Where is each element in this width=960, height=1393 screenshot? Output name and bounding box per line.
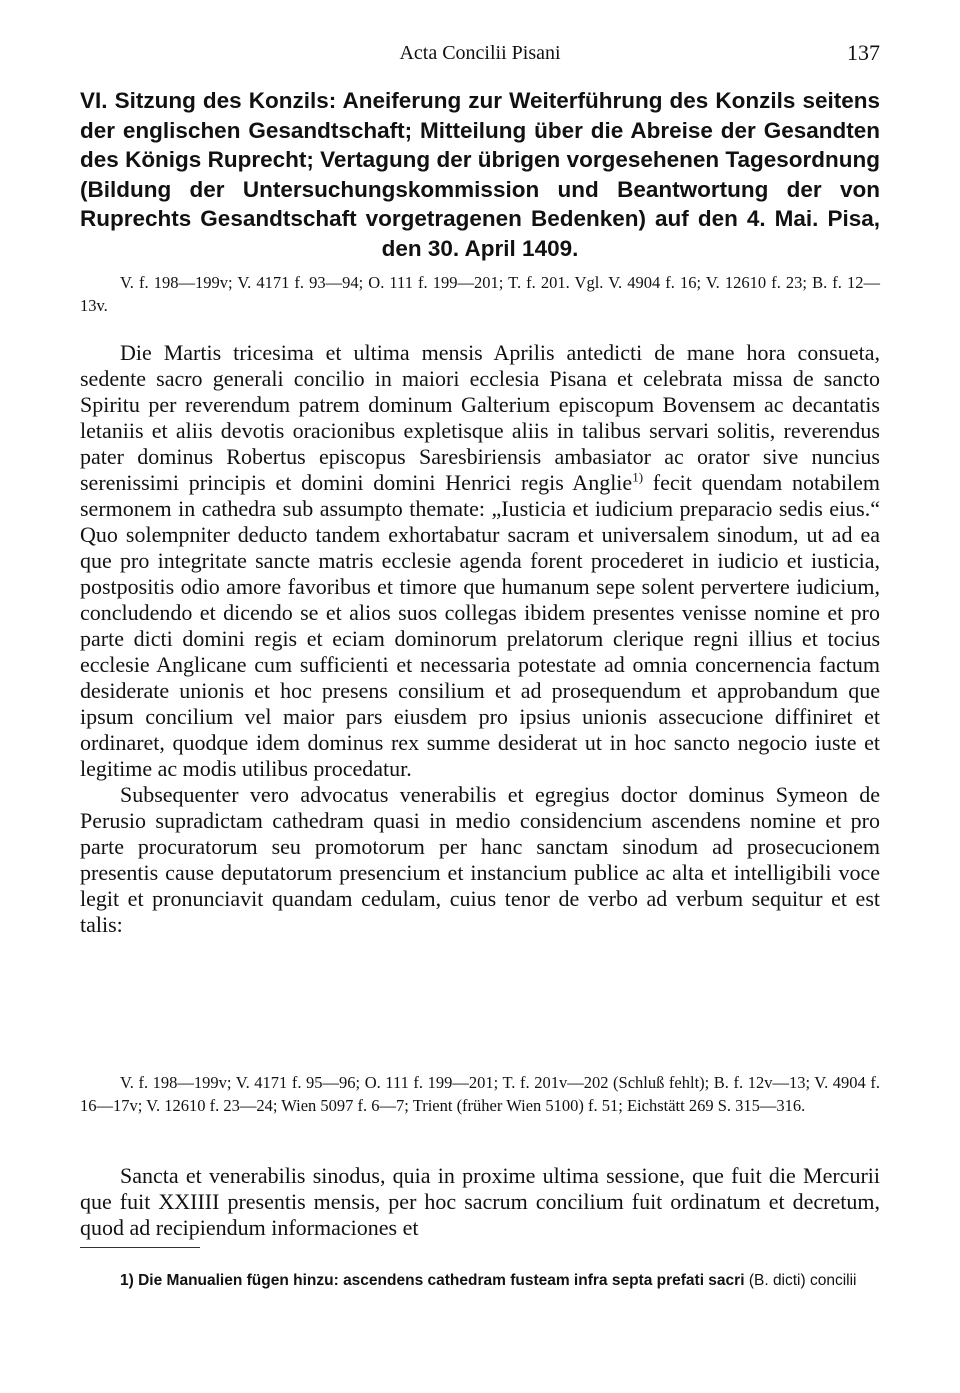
footnote (80, 1269, 880, 1293)
paragraph-sermon-rest: fecit quendam notabilem sermonem in cathedra sub assumpto themate: „Iusticia et iudicium preparacio sedis eius.“ Quo solempniter deducto tandem exhortabatur sacram et universalem sinodum, ut ad ea que pro integritate sancte matris ecclesie agenda forent procederet in iudicio et iusticia, postpositis odio amore favoribus et timore que humanum sepe solent pervertere iudicium, concludendo et dicendo se et alios suos collegas ibidem presentes venisse nomine et pro parte dicti domini regis et eciam dominorum prelatorum clerique regni illius et tocius ecclesie Anglicane cum sufficienti et necessaria potestate ad omnia concernencia factum desiderate unionis et hoc presens consilium et ad prosequendum et approbandum que ipsum concilium vel maior pars eiusdem pro ipsius unionis assecucione diffiniret et ordinaret, quodque idem dominus rex summe desiderat ut in hoc sancto negocio iuste et legitime ac modis utilibus procedatur. (80, 470, 880, 781)
footnote-reference[interactable]: 1) (632, 469, 644, 485)
running-head (80, 38, 880, 68)
source-citation-first: V. f. 198—199v; V. 4171 f. 93—94; O. 111 f. 199—201; T. f. 201. Vgl. V. 4904 f. 16; V. 12610 f. 23; B. f. 12—13v. (80, 273, 880, 315)
footnote-lead: Die Manualien fügen hinzu: (138, 1272, 339, 1289)
footnote-tail: concilii (809, 1272, 857, 1289)
source-citation-second: V. f. 198—199v; V. 4171 f. 95—96; O. 111 f. 199—201; T. f. 201v—202 (Schluß fehlt); B. f. 12v—13; V. 4904 f. 16—17v; V. 12610 f. 23—24; Wien 5097 f. 6—7; Trient (früher Wien 5100) f. 51; Eichstätt 269 S. 315—316. (80, 1073, 880, 1115)
section-heading: VI. Sitzung des Konzils: Aneiferung zur Weiterführung des Konzils seitens der englischen Gesandtschaft; Mitteilung über die Abreise der Gesandten des Königs Ruprecht; Vertagung der übrigen vorgesehenen Tagesordnung (Bildung der Untersuchungskommission und Beantwortung der von Ruprechts Gesandtschaft vorgetragenen Bedenken) auf den 4. Mai. Pisa, den 30. April 1409. (80, 88, 880, 261)
paragraph-cedula: Sancta et venerabilis sinodus, quia in proxime ultima sessione, que fuit die Mercurii que fuit XXIIII presentis mensis, per hoc sacrum concilium fuit ordinatum et decretum, quod ad recipiendum informaciones et (80, 1163, 880, 1240)
running-title: Acta Concilii Pisani (399, 42, 561, 64)
main-text-block (80, 340, 880, 938)
paragraph-sermon (80, 340, 880, 782)
page-number: 137 (847, 40, 880, 65)
footnote-marker: 1) (120, 1272, 134, 1289)
paragraph-sermon-start: Die Martis tricesima et ultima mensis Aprilis antedicti de mane hora consueta, sedente sacro generali concilio in maiori ecclesia Pisana et celebrata missa de sancto Spiritu per reverendum patrem dominum Galterium episcopum Bovensem ac decantatis letaniis et aliis devotis oracionibus expletisque aliis in talibus servari solitis, reverendus pater dominus Robertus episcopus Saresbiriensis ambasiator ac orator sive nuncius serenissimi principis et domini domini Henrici regis Anglie (80, 340, 880, 495)
footnote-divider (80, 1247, 200, 1248)
footnote-quoted: ascendens cathedram fusteam infra septa prefati sacri (343, 1272, 745, 1289)
paragraph-symeon: Subsequenter vero advocatus venerabilis et egregius doctor dominus Symeon de Perusio supradictam cathedram quasi in medio considencium ascendens nomine et pro parte procuratorum seu promotorum per hanc sanctam sinodum ad prosecucionem presentis cause deputatorum presencium et instancium publice ac alta et intelligibili voce legit et pronunciavit quandam cedulam, cuius tenor de verbo ad verbum sequitur et est talis: (80, 782, 880, 937)
cedula-text-block (80, 1163, 880, 1241)
footnote-note: (B. dicti) (748, 1272, 806, 1289)
